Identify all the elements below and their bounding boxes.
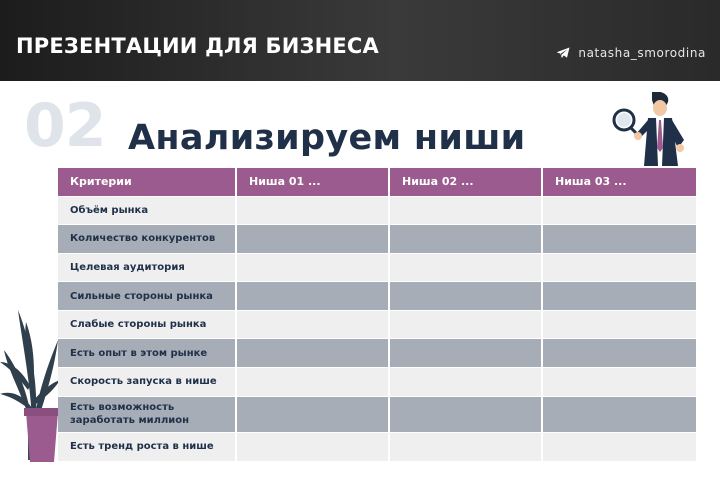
row-label: Слабые стороны рынка (58, 310, 236, 339)
table-cell[interactable] (542, 432, 696, 461)
table-cell[interactable] (542, 253, 696, 282)
table-cell[interactable] (542, 339, 696, 368)
table-cell[interactable] (542, 396, 696, 432)
row-label: Сильные стороны рынка (58, 282, 236, 311)
row-label: Есть возможность заработать миллион (58, 396, 236, 432)
table-cell[interactable] (542, 196, 696, 225)
table-row (58, 396, 696, 432)
table-cell[interactable] (236, 225, 389, 254)
header-niche-1: Ниша 01 ... (236, 168, 389, 196)
table-row (58, 339, 696, 368)
table-cell[interactable] (389, 339, 542, 368)
header-niche-3: Ниша 03 ... (542, 168, 696, 196)
table-cell[interactable] (389, 196, 542, 225)
header-criteria: Критерии (58, 168, 236, 196)
table-cell[interactable] (542, 310, 696, 339)
table-row (58, 432, 696, 461)
table-row (58, 253, 696, 282)
row-label: Есть тренд роста в нише (58, 432, 236, 461)
table-row (58, 310, 696, 339)
table-header-row (58, 168, 696, 196)
table-row (58, 282, 696, 311)
table-row (58, 368, 696, 397)
table-cell[interactable] (236, 432, 389, 461)
table-cell[interactable] (389, 282, 542, 311)
handle-text: natasha_smorodina (578, 46, 706, 60)
niche-analysis-table (58, 168, 696, 461)
businessman-illustration (608, 92, 708, 166)
author-handle[interactable] (556, 46, 706, 60)
table-cell[interactable] (542, 225, 696, 254)
table-cell[interactable] (236, 368, 389, 397)
row-label: Есть опыт в этом рынке (58, 339, 236, 368)
table-cell[interactable] (389, 432, 542, 461)
table-row (58, 196, 696, 225)
table-cell[interactable] (236, 282, 389, 311)
table-cell[interactable] (389, 310, 542, 339)
step-number: 02 (24, 91, 106, 161)
table-cell[interactable] (236, 310, 389, 339)
table-cell[interactable] (389, 368, 542, 397)
row-label: Объём рынка (58, 196, 236, 225)
table-cell[interactable] (389, 396, 542, 432)
row-label: Скорость запуска в нише (58, 368, 236, 397)
plant-illustration (0, 270, 60, 470)
table-cell[interactable] (236, 339, 389, 368)
table-cell[interactable] (236, 196, 389, 225)
row-label: Целевая аудитория (58, 253, 236, 282)
table-cell[interactable] (236, 253, 389, 282)
header-bar (0, 0, 720, 81)
table-row (58, 225, 696, 254)
row-label: Количество конкурентов (58, 225, 236, 254)
telegram-icon (556, 47, 570, 59)
header-title: ПРЕЗЕНТАЦИИ ДЛЯ БИЗНЕСА (16, 34, 379, 58)
table-cell[interactable] (389, 253, 542, 282)
table-cell[interactable] (389, 225, 542, 254)
table-cell[interactable] (236, 396, 389, 432)
table-cell[interactable] (542, 368, 696, 397)
page-title: Анализируем ниши (128, 118, 526, 158)
table-cell[interactable] (542, 282, 696, 311)
header-niche-2: Ниша 02 ... (389, 168, 542, 196)
